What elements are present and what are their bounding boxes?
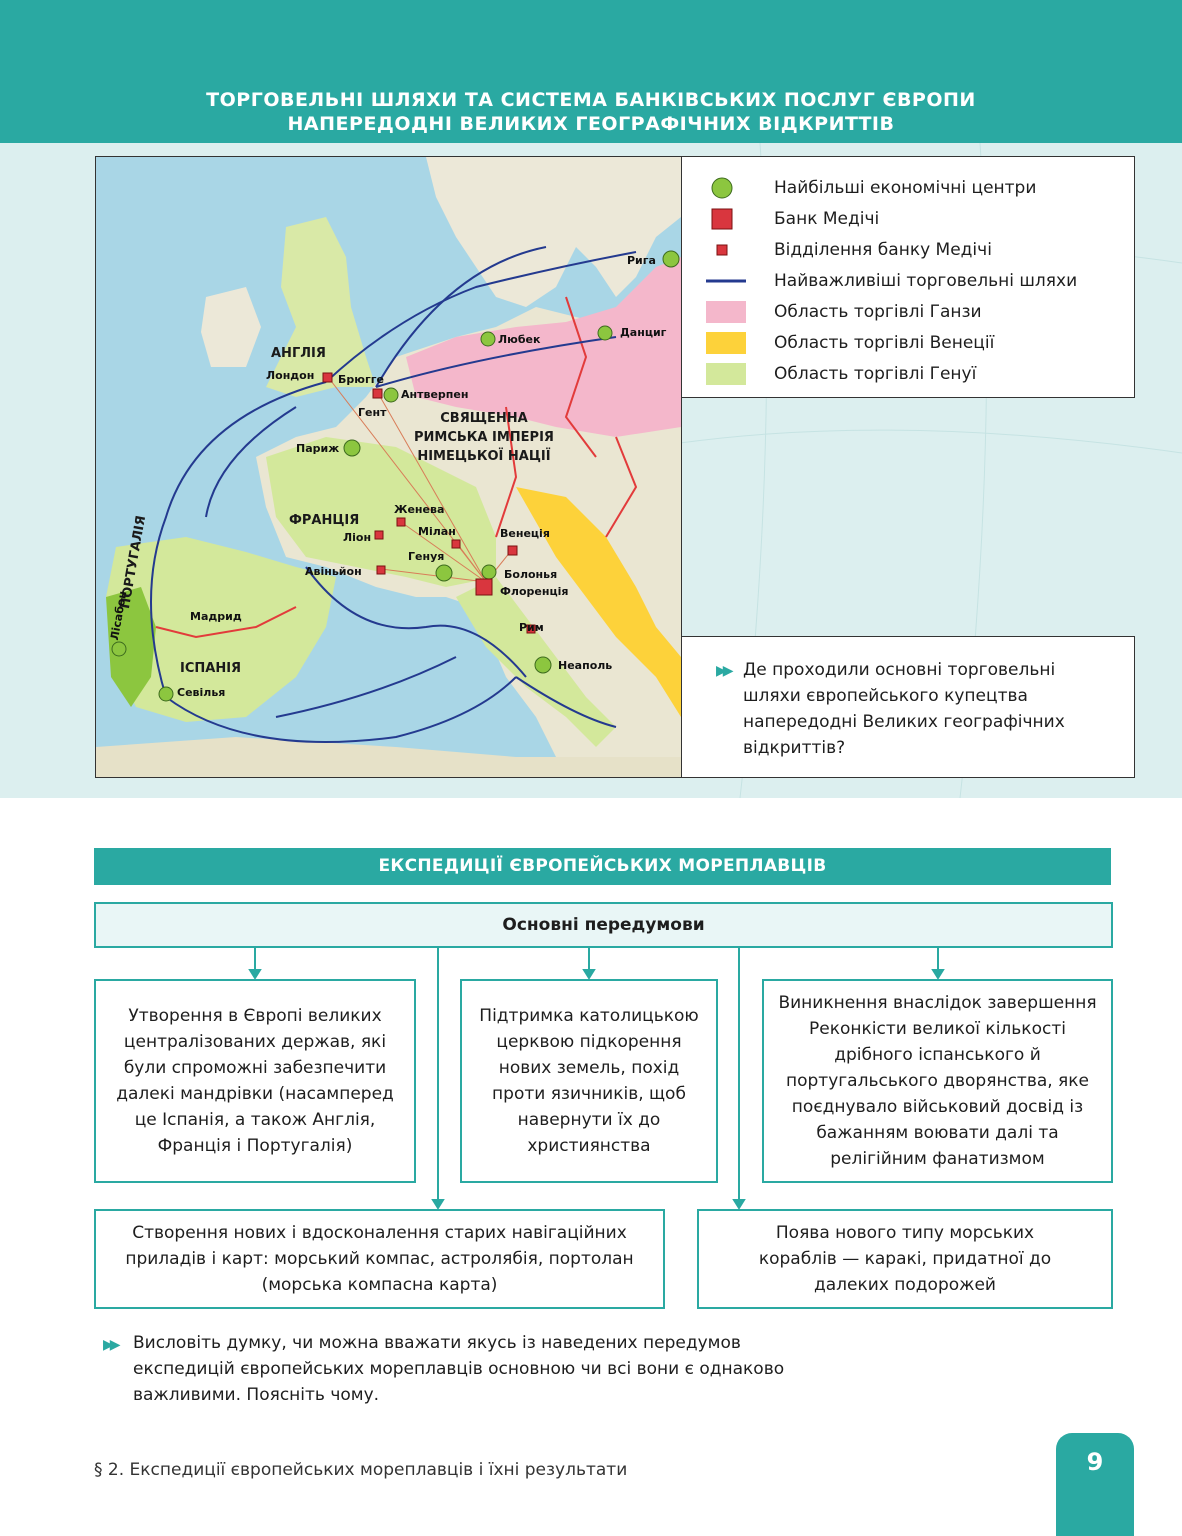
legend-label: Банк Медічі xyxy=(774,209,880,229)
city-genoa: Генуя xyxy=(408,550,445,563)
city-florence: Флоренція xyxy=(500,585,569,598)
prerequisite-box-navigation xyxy=(94,1209,665,1309)
city-rome: Рим xyxy=(519,621,544,634)
legend-label: Область торгівлі Ганзи xyxy=(774,302,982,322)
prerequisite-text: Виникнення внаслідок завершення Реконкісти великої кількості дрібного іспанського й португальського дворянства, яке поєднувало військовий досвід із бажанням воювати далі та релігійним фанатизмом xyxy=(778,993,1097,1169)
label-portugal: ПОРТУГАЛІЯ xyxy=(117,514,150,610)
discussion-question-text: Висловіть думку, чи можна вважати якусь із наведених передумов експедицій європейських мореплавців основною чи всі вони є однаково важливими. Поясніть чому. xyxy=(133,1333,785,1405)
city-lisbon: Лісабон xyxy=(108,590,130,642)
label-england: АНГЛІЯ xyxy=(271,346,326,361)
map-question-text: Де проходили основні торговельні шляхи європейського купецтва напередодні Великих географічних відкриттів? xyxy=(743,660,1065,758)
title-line-1: ТОРГОВЕЛЬНІ ШЛЯХИ ТА СИСТЕМА БАНКІВСЬКИХ ПОСЛУГ ЄВРОПИ xyxy=(206,89,976,111)
title-line-2: НАПЕРЕДОДНІ ВЕЛИКИХ ГЕОГРАФІЧНИХ ВІДКРИТТІВ xyxy=(287,113,895,135)
city-geneva: Женева xyxy=(394,503,445,516)
page-number: 9 xyxy=(1086,1448,1104,1476)
city-bologna: Болонья xyxy=(504,568,558,581)
double-arrow-icon: ▶▶ xyxy=(103,1337,117,1353)
prerequisite-box-states xyxy=(94,979,416,1183)
prerequisite-box-ships xyxy=(697,1209,1113,1309)
prerequisite-text: Утворення в Європі великих централізованих держав, які були спроможні забезпечити далекі мандрівки (насамперед це Іспанія, а також Англія, Франція і Португалія) xyxy=(116,1006,394,1156)
prerequisite-box-reconquista xyxy=(762,979,1113,1183)
city-milan: Мілан xyxy=(418,525,456,538)
city-paris: Париж xyxy=(296,442,340,455)
label-hre-line2: РИМСЬКА ІМПЕРІЯ xyxy=(414,430,554,445)
double-arrow-icon: ▶▶ xyxy=(716,663,730,679)
legend-label: Область торгівлі Генуї xyxy=(774,364,977,384)
city-riga: Рига xyxy=(627,254,656,267)
page-number-tab xyxy=(1056,1433,1134,1536)
label-france: ФРАНЦІЯ xyxy=(289,513,360,528)
city-lyon: Ліон xyxy=(343,531,372,544)
city-lubeck: Любек xyxy=(498,333,541,346)
prerequisite-text: Підтримка католицькою церквою підкорення нових земель, похід проти язичників, щоб навернути їх до християнства xyxy=(479,1006,699,1156)
city-ghent: Гент xyxy=(358,406,387,419)
label-hre-line1: СВЯЩЕННА xyxy=(440,411,528,426)
city-antwerp: Антверпен xyxy=(401,388,469,401)
prerequisite-text: Створення нових і вдосконалення старих навігаційних приладів і карт: морський компас, астролябія, портолан (морська компасна карта) xyxy=(125,1223,634,1295)
legend-label: Відділення банку Медічі xyxy=(774,240,992,260)
legend-label: Область торгівлі Венеції xyxy=(774,333,995,353)
prerequisites-header xyxy=(94,902,1113,948)
city-london: Лондон xyxy=(266,369,315,382)
city-naples: Неаполь xyxy=(558,659,613,672)
city-bruges: Брюгге xyxy=(338,373,384,386)
prerequisite-box-church xyxy=(460,979,718,1183)
legend-label: Найбільші економічні центри xyxy=(774,178,1037,198)
prerequisites-header-text: Основні передумови xyxy=(502,915,705,935)
city-madrid: Мадрид xyxy=(190,610,242,623)
section-title: ЕКСПЕДИЦІЇ ЄВРОПЕЙСЬКИХ МОРЕПЛАВЦІВ xyxy=(94,848,1111,885)
city-danzig: Данциг xyxy=(620,326,667,339)
label-spain: ІСПАНІЯ xyxy=(180,661,242,676)
city-venice: Венеція xyxy=(500,527,550,540)
label-hre-line3: НІМЕЦЬКОЇ НАЦІЇ xyxy=(417,449,551,464)
discussion-question xyxy=(103,1330,803,1408)
footer-chapter: § 2. Експедиції європейських мореплавців і їхні результати xyxy=(94,1460,628,1480)
city-seville: Севілья xyxy=(177,686,226,699)
prerequisite-text: Поява нового типу морських кораблів — каракі, придатної до далеких подорожей xyxy=(758,1223,1052,1295)
city-avignon: Авіньйон xyxy=(305,565,362,578)
legend-label: Найважливіші торговельні шляхи xyxy=(774,271,1078,291)
